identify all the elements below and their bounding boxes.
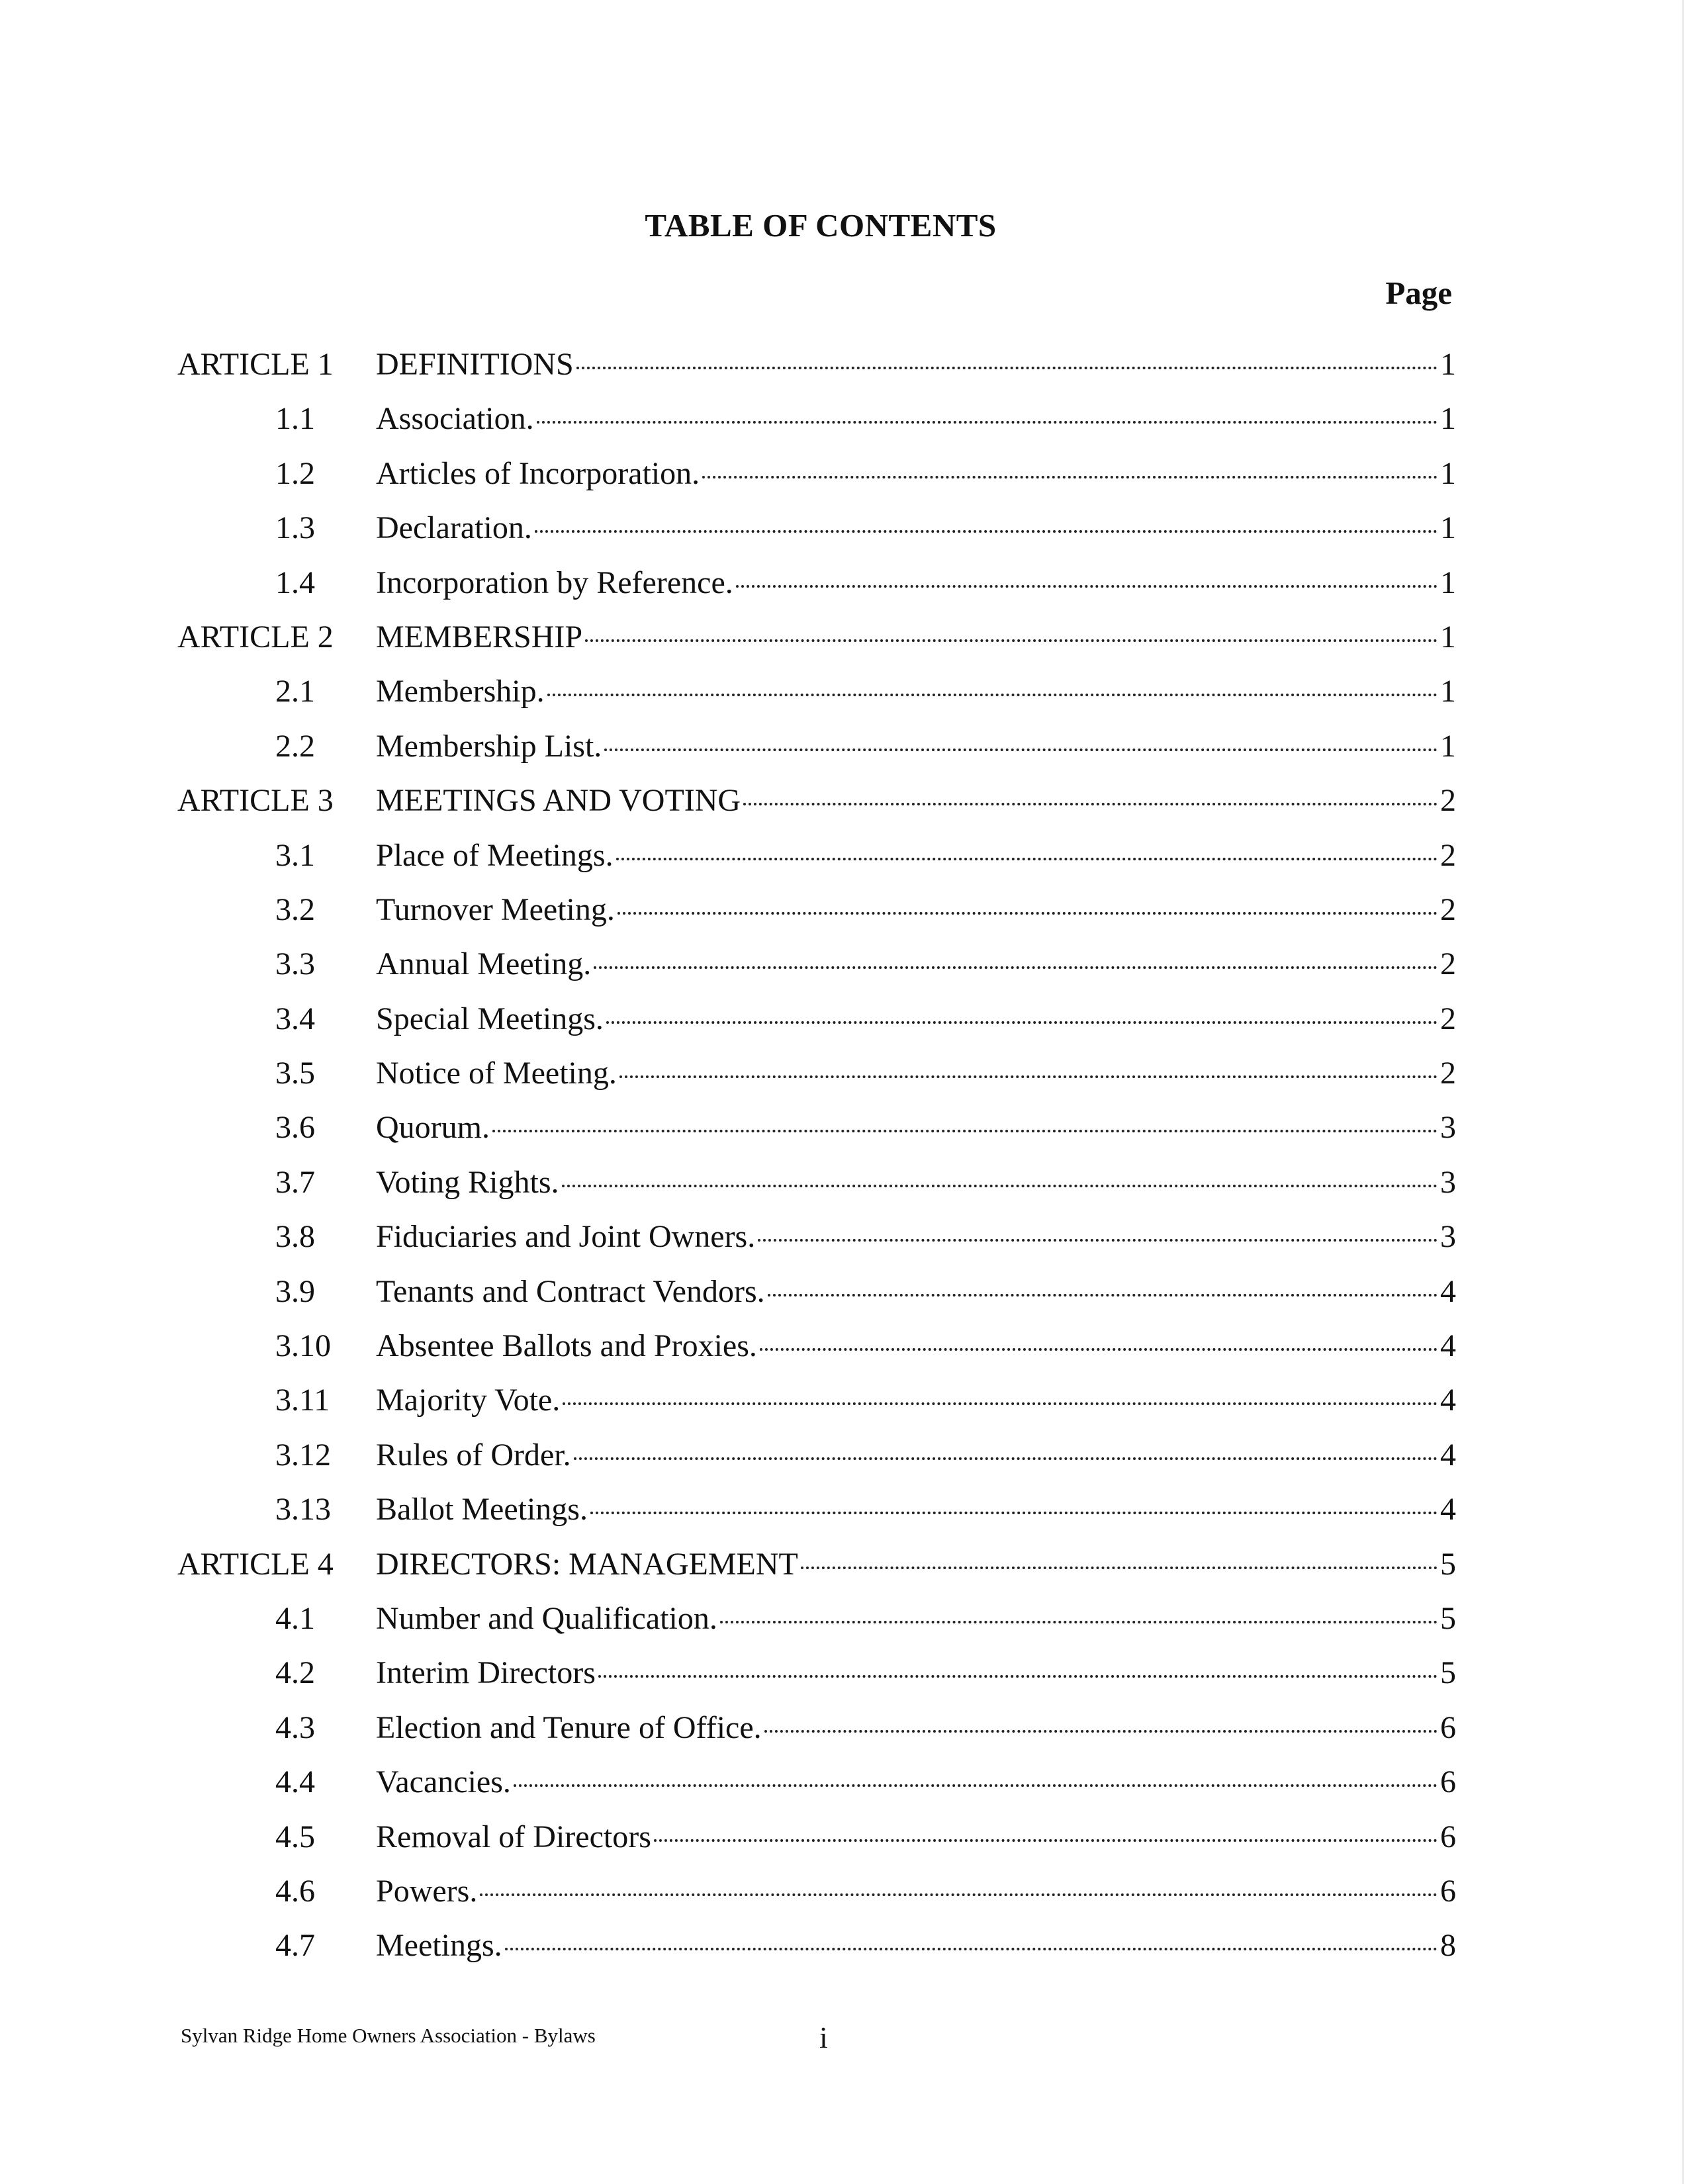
toc-section-entry: [177, 1265, 1456, 1319]
toc-entry-number: 3.2: [275, 891, 315, 927]
toc-entry-number: 4.2: [275, 1655, 315, 1691]
toc-entry-page: 1: [1440, 401, 1456, 437]
toc-entry-page: 1: [1440, 510, 1456, 546]
footer-document-name: Sylvan Ridge Home Owners Association - Bylaws: [181, 2024, 596, 2047]
dot-leader: [619, 1075, 1438, 1078]
toc-entry-title: Vacancies.: [376, 1764, 511, 1800]
toc-entry-page: 8: [1440, 1928, 1456, 1964]
toc-entry-page: 3: [1440, 1219, 1456, 1255]
dot-leader: [563, 1402, 1438, 1405]
dot-leader: [758, 1239, 1438, 1242]
footer-page-number: i: [819, 2021, 828, 2054]
dot-leader: [514, 1784, 1438, 1787]
toc-entry-number: ARTICLE 2: [177, 619, 334, 655]
toc-entry-number: 4.5: [275, 1819, 315, 1854]
toc-section-entry: [177, 1646, 1456, 1700]
toc-entry-title: Articles of Incorporation.: [376, 455, 700, 491]
toc-entry-page: 1: [1440, 728, 1456, 764]
toc-entry-title: Incorporation by Reference.: [376, 565, 733, 600]
toc-entry-page: 2: [1440, 1001, 1456, 1036]
toc-entry-page: 2: [1440, 891, 1456, 927]
dot-leader: [768, 1294, 1438, 1297]
toc-entry-number: 1.4: [275, 565, 315, 600]
toc-entry-number: 4.7: [275, 1928, 315, 1964]
toc-entry-title: DEFINITIONS: [376, 347, 574, 382]
toc-entry-page: 6: [1440, 1873, 1456, 1909]
dot-leader: [547, 694, 1438, 696]
dot-leader: [537, 421, 1438, 424]
toc-entry-title: DIRECTORS: MANAGEMENT: [376, 1546, 798, 1582]
toc-entry-number: 4.1: [275, 1600, 315, 1636]
dot-leader: [736, 585, 1438, 588]
dot-leader: [760, 1348, 1438, 1351]
toc-entry-title: Turnover Meeting.: [376, 891, 615, 927]
toc-entry-page: 4: [1440, 1437, 1456, 1473]
toc-entry-title: Membership List.: [376, 728, 602, 764]
toc-entry-title: Tenants and Contract Vendors.: [376, 1273, 765, 1309]
toc-entry-number: 3.1: [275, 837, 315, 873]
toc-entry-page: 6: [1440, 1764, 1456, 1800]
toc-entry-number: 2.1: [275, 674, 315, 709]
dot-leader: [585, 639, 1438, 642]
toc-section-entry: [177, 1373, 1456, 1428]
toc-entry-page: 3: [1440, 1110, 1456, 1146]
toc-section-entry: [177, 556, 1456, 610]
toc-entry-page: 1: [1440, 674, 1456, 709]
toc-section-entry: [177, 1701, 1456, 1755]
toc-entry-number: 4.3: [275, 1709, 315, 1745]
toc-entry-number: 4.6: [275, 1873, 315, 1909]
toc-entry-number: 3.10: [275, 1328, 331, 1364]
toc-entry-title: Ballot Meetings.: [376, 1492, 588, 1527]
toc-entry-page: 5: [1440, 1600, 1456, 1636]
dot-leader: [616, 858, 1438, 860]
toc-entry-title: MEMBERSHIP: [376, 619, 583, 655]
toc-section-entry: [177, 1864, 1456, 1919]
dot-leader: [801, 1567, 1438, 1569]
toc-section-entry: [177, 447, 1456, 501]
page-column-header: Page: [1385, 275, 1452, 311]
toc-section-entry: [177, 1482, 1456, 1537]
toc-entry-title: Number and Qualification.: [376, 1600, 717, 1636]
toc-entry-number: 1.1: [275, 401, 315, 437]
toc-entry-title: Voting Rights.: [376, 1164, 559, 1200]
dot-leader: [535, 530, 1438, 533]
toc-entry-page: 6: [1440, 1709, 1456, 1745]
dot-leader: [604, 749, 1438, 751]
toc-entry-title: Meetings.: [376, 1928, 502, 1964]
toc-entry-page: 2: [1440, 837, 1456, 873]
toc-section-entry: [177, 883, 1456, 937]
toc-article-entry: [177, 610, 1456, 664]
dot-leader: [654, 1839, 1438, 1842]
toc-entry-page: 1: [1440, 347, 1456, 382]
toc-entry-number: 3.13: [275, 1492, 331, 1527]
toc-entry-page: 4: [1440, 1492, 1456, 1527]
dot-leader: [562, 1185, 1438, 1187]
toc-entry-number: 4.4: [275, 1764, 315, 1800]
page-title: TABLE OF CONTENTS: [645, 207, 997, 244]
toc-entry-title: MEETINGS AND VOTING: [376, 783, 741, 819]
dot-leader: [590, 1512, 1438, 1514]
toc-entry-number: 3.6: [275, 1110, 315, 1146]
toc-entry-title: Rules of Order.: [376, 1437, 571, 1473]
toc-entry-page: 4: [1440, 1383, 1456, 1418]
toc-entry-number: 3.8: [275, 1219, 315, 1255]
toc-section-entry: [177, 937, 1456, 991]
toc-entry-page: 1: [1440, 619, 1456, 655]
dot-leader: [492, 1130, 1438, 1132]
dot-leader: [480, 1893, 1438, 1896]
dot-leader: [574, 1457, 1438, 1460]
dot-leader: [598, 1675, 1438, 1678]
toc-section-entry: [177, 1810, 1456, 1864]
toc-entry-title: Election and Tenure of Office.: [376, 1709, 762, 1745]
toc-entry-title: Removal of Directors: [376, 1819, 651, 1854]
toc-entry-title: Special Meetings.: [376, 1001, 604, 1036]
toc-entry-page: 2: [1440, 1056, 1456, 1091]
dot-leader: [764, 1730, 1438, 1733]
toc-entry-page: 3: [1440, 1164, 1456, 1200]
toc-entry-number: ARTICLE 3: [177, 783, 334, 819]
toc-article-entry: [177, 338, 1456, 392]
toc-entry-title: Quorum.: [376, 1110, 490, 1146]
toc-entry-title: Interim Directors: [376, 1655, 596, 1691]
toc-section-entry: [177, 392, 1456, 446]
toc-section-entry: [177, 1156, 1456, 1210]
toc-entry-number: 3.9: [275, 1273, 315, 1309]
toc-section-entry: [177, 501, 1456, 555]
dot-leader: [576, 367, 1438, 369]
toc-section-entry: [177, 1592, 1456, 1646]
toc-entry-page: 1: [1440, 455, 1456, 491]
toc-section-entry: [177, 1101, 1456, 1155]
toc-entry-title: Absentee Ballots and Proxies.: [376, 1328, 757, 1364]
dot-leader: [702, 476, 1438, 478]
toc-section-entry: [177, 1046, 1456, 1101]
toc-section-entry: [177, 829, 1456, 883]
toc-entry-title: Place of Meetings.: [376, 837, 614, 873]
toc-entry-number: 3.3: [275, 946, 315, 982]
toc-entry-title: Majority Vote.: [376, 1383, 561, 1418]
toc-entry-page: 2: [1440, 946, 1456, 982]
toc-entry-number: 1.3: [275, 510, 315, 546]
toc-entry-number: ARTICLE 1: [177, 347, 334, 382]
toc-section-entry: [177, 1755, 1456, 1809]
toc-section-entry: [177, 1919, 1456, 1973]
toc-section-entry: [177, 1210, 1456, 1264]
toc-entry-page: 4: [1440, 1273, 1456, 1309]
toc-entry-title: Declaration.: [376, 510, 532, 546]
dot-leader: [606, 1021, 1438, 1024]
toc-section-entry: [177, 664, 1456, 719]
dot-leader: [505, 1948, 1438, 1950]
toc-article-entry: [177, 774, 1456, 828]
toc-entry-number: 3.4: [275, 1001, 315, 1036]
toc-entry-title: Association.: [376, 401, 534, 437]
toc-entry-number: 2.2: [275, 728, 315, 764]
toc-section-entry: [177, 1319, 1456, 1373]
toc-section-entry: [177, 992, 1456, 1046]
toc-entry-page: 6: [1440, 1819, 1456, 1854]
toc-section-entry: [177, 719, 1456, 774]
toc-entry-page: 4: [1440, 1328, 1456, 1364]
toc-entry-number: ARTICLE 4: [177, 1546, 334, 1582]
toc-entry-title: Powers.: [376, 1873, 478, 1909]
dot-leader: [720, 1621, 1438, 1623]
toc-entry-title: Notice of Meeting.: [376, 1056, 617, 1091]
dot-leader: [617, 912, 1438, 915]
toc-entry-number: 3.11: [275, 1383, 330, 1418]
table-of-contents: [177, 338, 1456, 1974]
toc-entry-title: Membership.: [376, 674, 545, 709]
toc-entry-number: 1.2: [275, 455, 315, 491]
toc-entry-title: Fiduciaries and Joint Owners.: [376, 1219, 756, 1255]
toc-section-entry: [177, 1428, 1456, 1482]
toc-entry-page: 5: [1440, 1655, 1456, 1691]
dot-leader: [743, 803, 1438, 805]
toc-article-entry: [177, 1537, 1456, 1592]
toc-entry-page: 1: [1440, 565, 1456, 600]
toc-entry-page: 5: [1440, 1546, 1456, 1582]
toc-entry-page: 2: [1440, 783, 1456, 819]
toc-entry-number: 3.12: [275, 1437, 331, 1473]
toc-entry-number: 3.5: [275, 1056, 315, 1091]
scan-edge-line: [1682, 0, 1684, 2184]
toc-entry-number: 3.7: [275, 1164, 315, 1200]
dot-leader: [594, 966, 1438, 969]
toc-entry-title: Annual Meeting.: [376, 946, 592, 982]
